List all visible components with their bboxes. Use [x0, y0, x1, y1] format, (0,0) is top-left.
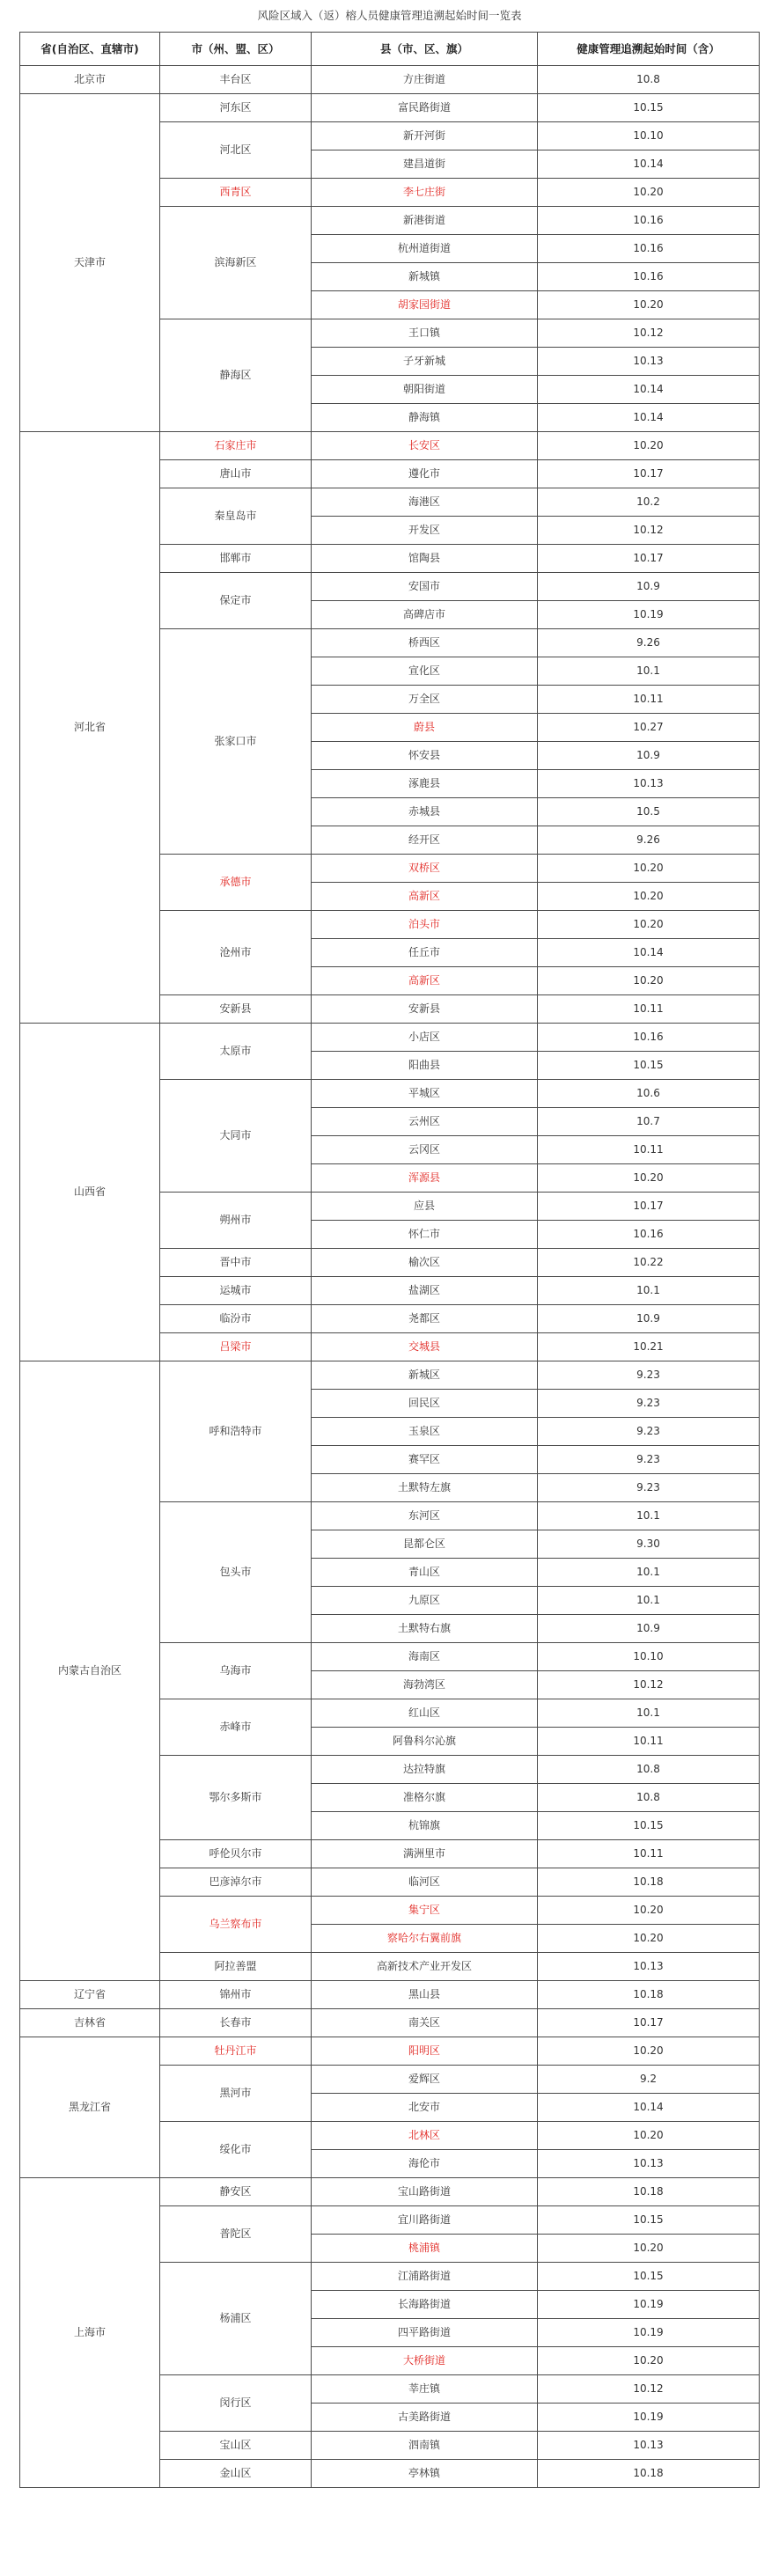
- city-cell: 运城市: [160, 1277, 312, 1305]
- county-cell: 达拉特旗: [312, 1756, 538, 1784]
- start-time-cell: 10.27: [538, 714, 760, 742]
- start-time-cell: 10.16: [538, 235, 760, 263]
- county-cell: 桥西区: [312, 629, 538, 657]
- start-time-cell: 10.20: [538, 855, 760, 883]
- table-row: [20, 2178, 760, 2206]
- start-time-cell: 10.19: [538, 2319, 760, 2347]
- county-cell: 九原区: [312, 1587, 538, 1615]
- table-row: [20, 94, 760, 122]
- start-time-cell: 10.13: [538, 770, 760, 798]
- city-cell: 巴彦淖尔市: [160, 1868, 312, 1897]
- county-cell: 青山区: [312, 1559, 538, 1587]
- county-cell: 榆次区: [312, 1249, 538, 1277]
- county-cell: 大桥街道: [312, 2347, 538, 2375]
- header-province: 省(自治区、直辖市): [20, 33, 160, 66]
- county-cell: 长安区: [312, 432, 538, 460]
- county-cell: 安国市: [312, 573, 538, 601]
- start-time-cell: 10.20: [538, 2037, 760, 2066]
- county-cell: 朝阳街道: [312, 376, 538, 404]
- county-cell: 北安市: [312, 2094, 538, 2122]
- start-time-cell: 10.17: [538, 545, 760, 573]
- start-time-cell: 9.2: [538, 2066, 760, 2094]
- county-cell: 子牙新城: [312, 348, 538, 376]
- start-time-cell: 10.2: [538, 488, 760, 517]
- county-cell: 泗南镇: [312, 2432, 538, 2460]
- county-cell: 昆都仑区: [312, 1530, 538, 1559]
- county-cell: 杭州道街道: [312, 235, 538, 263]
- start-time-cell: 10.10: [538, 1643, 760, 1671]
- county-cell: 建昌道街: [312, 150, 538, 179]
- start-time-cell: 10.20: [538, 1925, 760, 1953]
- city-cell: 黑河市: [160, 2066, 312, 2122]
- county-cell: 高新区: [312, 883, 538, 911]
- county-cell: 万全区: [312, 686, 538, 714]
- county-cell: 杭锦旗: [312, 1812, 538, 1840]
- start-time-cell: 10.15: [538, 1052, 760, 1080]
- city-cell: 张家口市: [160, 629, 312, 855]
- city-cell: 赤峰市: [160, 1699, 312, 1756]
- city-cell: 金山区: [160, 2460, 312, 2488]
- city-cell: 静安区: [160, 2178, 312, 2206]
- start-time-cell: 9.23: [538, 1361, 760, 1390]
- city-cell: 滨海新区: [160, 207, 312, 319]
- city-cell: 河北区: [160, 122, 312, 179]
- start-time-cell: 10.6: [538, 1080, 760, 1108]
- start-time-cell: 10.21: [538, 1333, 760, 1361]
- county-cell: 四平路街道: [312, 2319, 538, 2347]
- city-cell: 呼和浩特市: [160, 1361, 312, 1502]
- county-cell: 遵化市: [312, 460, 538, 488]
- county-cell: 富民路街道: [312, 94, 538, 122]
- county-cell: 平城区: [312, 1080, 538, 1108]
- county-cell: 任丘市: [312, 939, 538, 967]
- city-cell: 丰台区: [160, 66, 312, 94]
- province-cell: 上海市: [20, 2178, 160, 2488]
- city-cell: 阿拉善盟: [160, 1953, 312, 1981]
- county-cell: 新城区: [312, 1361, 538, 1390]
- city-cell: 太原市: [160, 1024, 312, 1080]
- start-time-cell: 10.9: [538, 1615, 760, 1643]
- start-time-cell: 10.14: [538, 939, 760, 967]
- city-cell: 锦州市: [160, 1981, 312, 2009]
- start-time-cell: 10.10: [538, 122, 760, 150]
- city-cell: 秦皇岛市: [160, 488, 312, 545]
- start-time-cell: 10.20: [538, 432, 760, 460]
- province-cell: 北京市: [20, 66, 160, 94]
- header-county: 县（市、区、旗）: [312, 33, 538, 66]
- city-cell: 沧州市: [160, 911, 312, 995]
- county-cell: 土默特右旗: [312, 1615, 538, 1643]
- county-cell: 小店区: [312, 1024, 538, 1052]
- start-time-cell: 10.20: [538, 883, 760, 911]
- start-time-cell: 9.26: [538, 826, 760, 855]
- start-time-cell: 10.18: [538, 2178, 760, 2206]
- county-cell: 李七庄街: [312, 179, 538, 207]
- county-cell: 开发区: [312, 517, 538, 545]
- county-cell: 海伦市: [312, 2150, 538, 2178]
- city-cell: 临汾市: [160, 1305, 312, 1333]
- city-cell: 长春市: [160, 2009, 312, 2037]
- province-cell: 天津市: [20, 94, 160, 432]
- county-cell: 桃浦镇: [312, 2235, 538, 2263]
- county-cell: 王口镇: [312, 319, 538, 348]
- start-time-cell: 9.23: [538, 1418, 760, 1446]
- start-time-cell: 10.16: [538, 263, 760, 291]
- county-cell: 怀仁市: [312, 1221, 538, 1249]
- start-time-cell: 10.9: [538, 573, 760, 601]
- start-time-cell: 10.20: [538, 2235, 760, 2263]
- start-time-cell: 10.12: [538, 1671, 760, 1699]
- start-time-cell: 10.19: [538, 601, 760, 629]
- start-time-cell: 10.15: [538, 94, 760, 122]
- county-cell: 江浦路街道: [312, 2263, 538, 2291]
- county-cell: 土默特左旗: [312, 1474, 538, 1502]
- county-cell: 高碑店市: [312, 601, 538, 629]
- county-cell: 新港街道: [312, 207, 538, 235]
- county-cell: 馆陶县: [312, 545, 538, 573]
- county-cell: 浑源县: [312, 1164, 538, 1193]
- start-time-cell: 10.20: [538, 2347, 760, 2375]
- start-time-cell: 10.13: [538, 348, 760, 376]
- start-time-cell: 10.19: [538, 2291, 760, 2319]
- county-cell: 方庄街道: [312, 66, 538, 94]
- start-time-cell: 10.11: [538, 1840, 760, 1868]
- start-time-cell: 10.9: [538, 742, 760, 770]
- county-cell: 赤城县: [312, 798, 538, 826]
- start-time-cell: 10.20: [538, 2122, 760, 2150]
- county-cell: 经开区: [312, 826, 538, 855]
- start-time-cell: 10.8: [538, 66, 760, 94]
- county-cell: 交城县: [312, 1333, 538, 1361]
- start-time-cell: 10.12: [538, 517, 760, 545]
- county-cell: 胡家园街道: [312, 291, 538, 319]
- county-cell: 集宁区: [312, 1897, 538, 1925]
- county-cell: 静海镇: [312, 404, 538, 432]
- city-cell: 邯郸市: [160, 545, 312, 573]
- start-time-cell: 9.23: [538, 1474, 760, 1502]
- city-cell: 大同市: [160, 1080, 312, 1193]
- table-row: [20, 2037, 760, 2066]
- start-time-cell: 10.11: [538, 1136, 760, 1164]
- city-cell: 保定市: [160, 573, 312, 629]
- start-time-cell: 10.9: [538, 1305, 760, 1333]
- start-time-cell: 10.13: [538, 2150, 760, 2178]
- start-time-cell: 10.13: [538, 1953, 760, 1981]
- header-city: 市（州、盟、区）: [160, 33, 312, 66]
- start-time-cell: 10.16: [538, 207, 760, 235]
- table-row: [20, 1024, 760, 1052]
- city-cell: 鄂尔多斯市: [160, 1756, 312, 1840]
- county-cell: 涿鹿县: [312, 770, 538, 798]
- start-time-cell: 10.17: [538, 2009, 760, 2037]
- start-time-cell: 10.11: [538, 686, 760, 714]
- county-cell: 玉泉区: [312, 1418, 538, 1446]
- tracing-table: [19, 32, 760, 2488]
- county-cell: 亭林镇: [312, 2460, 538, 2488]
- county-cell: 察哈尔右翼前旗: [312, 1925, 538, 1953]
- county-cell: 高新区: [312, 967, 538, 995]
- province-cell: 内蒙古自治区: [20, 1361, 160, 1981]
- start-time-cell: 10.16: [538, 1221, 760, 1249]
- county-cell: 双桥区: [312, 855, 538, 883]
- start-time-cell: 10.1: [538, 1277, 760, 1305]
- start-time-cell: 10.15: [538, 2206, 760, 2235]
- start-time-cell: 10.14: [538, 2094, 760, 2122]
- start-time-cell: 9.30: [538, 1530, 760, 1559]
- county-cell: 盐湖区: [312, 1277, 538, 1305]
- county-cell: 安新县: [312, 995, 538, 1024]
- start-time-cell: 10.1: [538, 1502, 760, 1530]
- city-cell: 牡丹江市: [160, 2037, 312, 2066]
- start-time-cell: 10.20: [538, 967, 760, 995]
- start-time-cell: 9.23: [538, 1390, 760, 1418]
- start-time-cell: 10.14: [538, 376, 760, 404]
- city-cell: 闵行区: [160, 2375, 312, 2432]
- county-cell: 海港区: [312, 488, 538, 517]
- city-cell: 承德市: [160, 855, 312, 911]
- county-cell: 怀安县: [312, 742, 538, 770]
- city-cell: 朔州市: [160, 1193, 312, 1249]
- start-time-cell: 10.14: [538, 150, 760, 179]
- start-time-cell: 10.1: [538, 1699, 760, 1728]
- city-cell: 呼伦贝尔市: [160, 1840, 312, 1868]
- city-cell: 包头市: [160, 1502, 312, 1643]
- start-time-cell: 10.15: [538, 1812, 760, 1840]
- start-time-cell: 10.5: [538, 798, 760, 826]
- city-cell: 晋中市: [160, 1249, 312, 1277]
- start-time-cell: 10.8: [538, 1784, 760, 1812]
- county-cell: 海南区: [312, 1643, 538, 1671]
- start-time-cell: 10.20: [538, 1164, 760, 1193]
- county-cell: 新城镇: [312, 263, 538, 291]
- county-cell: 准格尔旗: [312, 1784, 538, 1812]
- table-row: [20, 432, 760, 460]
- start-time-cell: 10.20: [538, 179, 760, 207]
- county-cell: 回民区: [312, 1390, 538, 1418]
- county-cell: 北林区: [312, 2122, 538, 2150]
- county-cell: 古美路街道: [312, 2404, 538, 2432]
- start-time-cell: 10.1: [538, 1587, 760, 1615]
- city-cell: 河东区: [160, 94, 312, 122]
- city-cell: 安新县: [160, 995, 312, 1024]
- county-cell: 爱辉区: [312, 2066, 538, 2094]
- province-cell: 黑龙江省: [20, 2037, 160, 2178]
- county-cell: 蔚县: [312, 714, 538, 742]
- county-cell: 宝山路街道: [312, 2178, 538, 2206]
- start-time-cell: 10.16: [538, 1024, 760, 1052]
- start-time-cell: 10.8: [538, 1756, 760, 1784]
- county-cell: 宜川路街道: [312, 2206, 538, 2235]
- county-cell: 长海路街道: [312, 2291, 538, 2319]
- city-cell: 石家庄市: [160, 432, 312, 460]
- province-cell: 吉林省: [20, 2009, 160, 2037]
- start-time-cell: 10.20: [538, 291, 760, 319]
- county-cell: 尧都区: [312, 1305, 538, 1333]
- table-body: [20, 66, 760, 2488]
- county-cell: 应县: [312, 1193, 538, 1221]
- county-cell: 高新技术产业开发区: [312, 1953, 538, 1981]
- start-time-cell: 10.14: [538, 404, 760, 432]
- city-cell: 普陀区: [160, 2206, 312, 2263]
- county-cell: 云冈区: [312, 1136, 538, 1164]
- county-cell: 红山区: [312, 1699, 538, 1728]
- table-row: [20, 1981, 760, 2009]
- start-time-cell: 10.7: [538, 1108, 760, 1136]
- start-time-cell: 10.18: [538, 2460, 760, 2488]
- city-cell: 静海区: [160, 319, 312, 432]
- start-time-cell: 10.18: [538, 1981, 760, 2009]
- start-time-cell: 10.12: [538, 319, 760, 348]
- county-cell: 阳明区: [312, 2037, 538, 2066]
- start-time-cell: 10.18: [538, 1868, 760, 1897]
- city-cell: 乌海市: [160, 1643, 312, 1699]
- county-cell: 海勃湾区: [312, 1671, 538, 1699]
- city-cell: 杨浦区: [160, 2263, 312, 2375]
- start-time-cell: 10.15: [538, 2263, 760, 2291]
- start-time-cell: 10.19: [538, 2404, 760, 2432]
- start-time-cell: 10.12: [538, 2375, 760, 2404]
- table-row: [20, 2009, 760, 2037]
- start-time-cell: 10.17: [538, 460, 760, 488]
- county-cell: 莘庄镇: [312, 2375, 538, 2404]
- start-time-cell: 10.1: [538, 657, 760, 686]
- header-start-time: 健康管理追溯起始时间（含）: [538, 33, 760, 66]
- province-cell: 山西省: [20, 1024, 160, 1361]
- start-time-cell: 10.20: [538, 911, 760, 939]
- county-cell: 阿鲁科尔沁旗: [312, 1728, 538, 1756]
- start-time-cell: 10.13: [538, 2432, 760, 2460]
- county-cell: 阳曲县: [312, 1052, 538, 1080]
- start-time-cell: 10.17: [538, 1193, 760, 1221]
- table-header: [20, 33, 760, 66]
- county-cell: 宣化区: [312, 657, 538, 686]
- table-row: [20, 66, 760, 94]
- header-row: [20, 33, 760, 66]
- city-cell: 西青区: [160, 179, 312, 207]
- county-cell: 临河区: [312, 1868, 538, 1897]
- page-title: 风险区域入（返）榕人员健康管理追溯起始时间一览表: [257, 9, 522, 22]
- city-cell: 吕梁市: [160, 1333, 312, 1361]
- start-time-cell: 10.11: [538, 1728, 760, 1756]
- city-cell: 宝山区: [160, 2432, 312, 2460]
- city-cell: 唐山市: [160, 460, 312, 488]
- start-time-cell: 10.11: [538, 995, 760, 1024]
- start-time-cell: 9.26: [538, 629, 760, 657]
- province-cell: 辽宁省: [20, 1981, 160, 2009]
- county-cell: 东河区: [312, 1502, 538, 1530]
- county-cell: 黑山县: [312, 1981, 538, 2009]
- county-cell: 南关区: [312, 2009, 538, 2037]
- county-cell: 新开河街: [312, 122, 538, 150]
- county-cell: 满洲里市: [312, 1840, 538, 1868]
- county-cell: 赛罕区: [312, 1446, 538, 1474]
- start-time-cell: 9.23: [538, 1446, 760, 1474]
- start-time-cell: 10.1: [538, 1559, 760, 1587]
- county-cell: 泊头市: [312, 911, 538, 939]
- city-cell: 乌兰察布市: [160, 1897, 312, 1953]
- table-row: [20, 1361, 760, 1390]
- start-time-cell: 10.20: [538, 1897, 760, 1925]
- county-cell: 云州区: [312, 1108, 538, 1136]
- start-time-cell: 10.22: [538, 1249, 760, 1277]
- province-cell: 河北省: [20, 432, 160, 1024]
- city-cell: 绥化市: [160, 2122, 312, 2178]
